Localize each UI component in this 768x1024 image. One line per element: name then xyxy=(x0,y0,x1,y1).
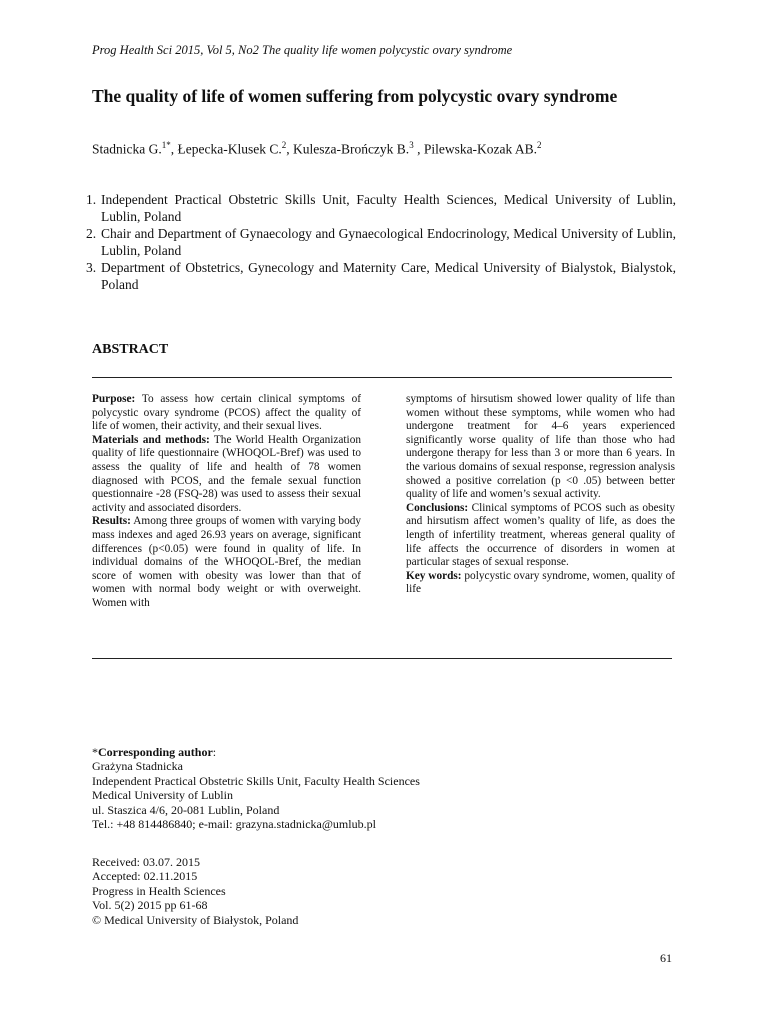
affiliation-number: 2. xyxy=(86,226,97,241)
purpose-text: To assess how certain clinical symptoms of polycystic ovary syndrome (PCOS) affect the quality of life of women, their activity, and their sexual lives. xyxy=(92,393,361,433)
abstract-top-rule xyxy=(92,377,672,378)
author-name: Pilewska-Kozak AB. xyxy=(423,141,538,157)
author-affiliation-mark: 3 xyxy=(409,140,414,150)
corresponding-label: Corresponding author xyxy=(98,745,213,759)
abstract-column-left xyxy=(92,393,361,611)
journal-name: Progress in Health Sciences xyxy=(92,883,226,898)
keywords-label: Key words: xyxy=(406,569,462,582)
corresponding-contact: Tel.: +48 814486840; e-mail: grazyna.stadnicka@umlub.pl xyxy=(92,817,376,832)
results-text: Among three groups of women with varying body mass indexes and aged 26.93 years on average, significant differences (p<0.05) were found in quality of life. In individual domains of the WHOQOL-Bref, the median score of women with obesity was lower than that of women with normal body weight or with overweight. Women with xyxy=(92,515,362,609)
abstract-results-continued xyxy=(406,393,675,502)
corresponding-unit: Independent Practical Obstetric Skills Unit, Faculty Health Sciences xyxy=(92,773,420,788)
affiliation-number: 3. xyxy=(86,260,97,275)
affiliation-text: Department of Obstetrics, Gynecology and Maternity Care, Medical University of Bialystok, Bialystok, Poland xyxy=(101,260,676,292)
abstract-keywords xyxy=(406,570,675,597)
results-text-continued: symptoms of hirsutism showed lower quality of life than women without these symptoms, while women who had undergone treatment for 4–6 years experienced significantly worse quality of life than those who had undergone therapy for less than 3 or more than 6 years. In the various domains of sexual response, regression analysis showed a positive correlation (p <0 .05) between better quality of life and women’s sexual activity. xyxy=(406,393,675,501)
abstract-purpose xyxy=(92,393,361,434)
abstract-bottom-rule xyxy=(92,658,672,659)
affiliation-item xyxy=(86,225,676,259)
affiliation-item xyxy=(86,259,676,293)
paper-title: The quality of life of women suffering from polycystic ovary syndrome xyxy=(92,86,618,106)
affiliation-list xyxy=(86,191,676,293)
affiliation-item xyxy=(86,191,676,225)
corresponding-colon: : xyxy=(212,745,217,759)
affiliation-text: Chair and Department of Gynaecology and Gynaecological Endocrinology, Medical University of Lublin, Lublin, Poland xyxy=(101,226,676,258)
publication-info xyxy=(92,855,692,927)
corresponding-address: ul. Staszica 4/6, 20-081 Lublin, Poland xyxy=(92,802,280,817)
abstract-column-right xyxy=(406,393,675,597)
methods-label: Materials and methods: xyxy=(92,433,210,446)
affiliation-number: 1. xyxy=(86,192,97,207)
author-separator: , xyxy=(413,141,424,157)
copyright-line: © Medical University of Białystok, Poland xyxy=(92,912,299,927)
author-affiliation-mark: 2 xyxy=(281,140,287,150)
corresponding-name: Grażyna Stadnicka xyxy=(92,759,183,774)
corresponding-star: * xyxy=(92,745,98,759)
corresponding-author-block xyxy=(92,745,692,831)
received-date: Received: 03.07. 2015 xyxy=(92,855,200,869)
corresponding-author-heading xyxy=(92,745,692,759)
corresponding-university: Medical University of Lublin xyxy=(92,788,233,803)
abstract-results xyxy=(92,515,361,610)
page-number: 61 xyxy=(660,951,672,965)
abstract-conclusions xyxy=(406,502,675,570)
author-affiliation-mark: 1* xyxy=(161,140,171,150)
results-label: Results: xyxy=(92,515,131,528)
conclusions-label: Conclusions: xyxy=(406,501,469,514)
author-list xyxy=(92,140,692,158)
abstract-methods xyxy=(92,434,361,516)
volume-pages: Vol. 5(2) 2015 pp 61-68 xyxy=(92,898,208,913)
methods-text: The World Health Organization quality of life questionnaire (WHOQOL-Bref) was used to assess the quality of life and health of 78 women diagnosed with PCOS, and the female sexual function questionnaire -28 (FSQ-28) was used to assess their sexual activity and associated disorders. xyxy=(92,433,361,514)
conclusions-text: Clinical symptoms of PCOS such as obesity and hirsutism affect women’s quality of life, as does the length of infertility treatment, whereas general quality of life affects the occurrence of disorders in women at particular stages of sexual response. xyxy=(406,501,675,569)
author-name: Stadnicka G. xyxy=(92,141,162,157)
running-head: Prog Health Sci 2015, Vol 5, No2 The quality life women polycystic ovary syndrome xyxy=(92,43,513,57)
author-name: Łepecka-Klusek C. xyxy=(177,141,282,157)
abstract-heading: ABSTRACT xyxy=(92,342,169,357)
affiliation-text: Independent Practical Obstetric Skills Unit, Faculty Health Sciences, Medical University of Lublin, Lublin, Poland xyxy=(101,192,676,224)
author-separator: , xyxy=(170,141,178,157)
keywords-text: polycystic ovary syndrome, women, quality of life xyxy=(406,569,675,596)
accepted-date: Accepted: 02.11.2015 xyxy=(92,869,198,884)
purpose-label: Purpose: xyxy=(92,393,136,405)
author-separator: , xyxy=(286,141,293,157)
author-name: Kulesza-Brończyk B. xyxy=(292,141,410,157)
author-affiliation-mark: 2 xyxy=(537,140,542,150)
